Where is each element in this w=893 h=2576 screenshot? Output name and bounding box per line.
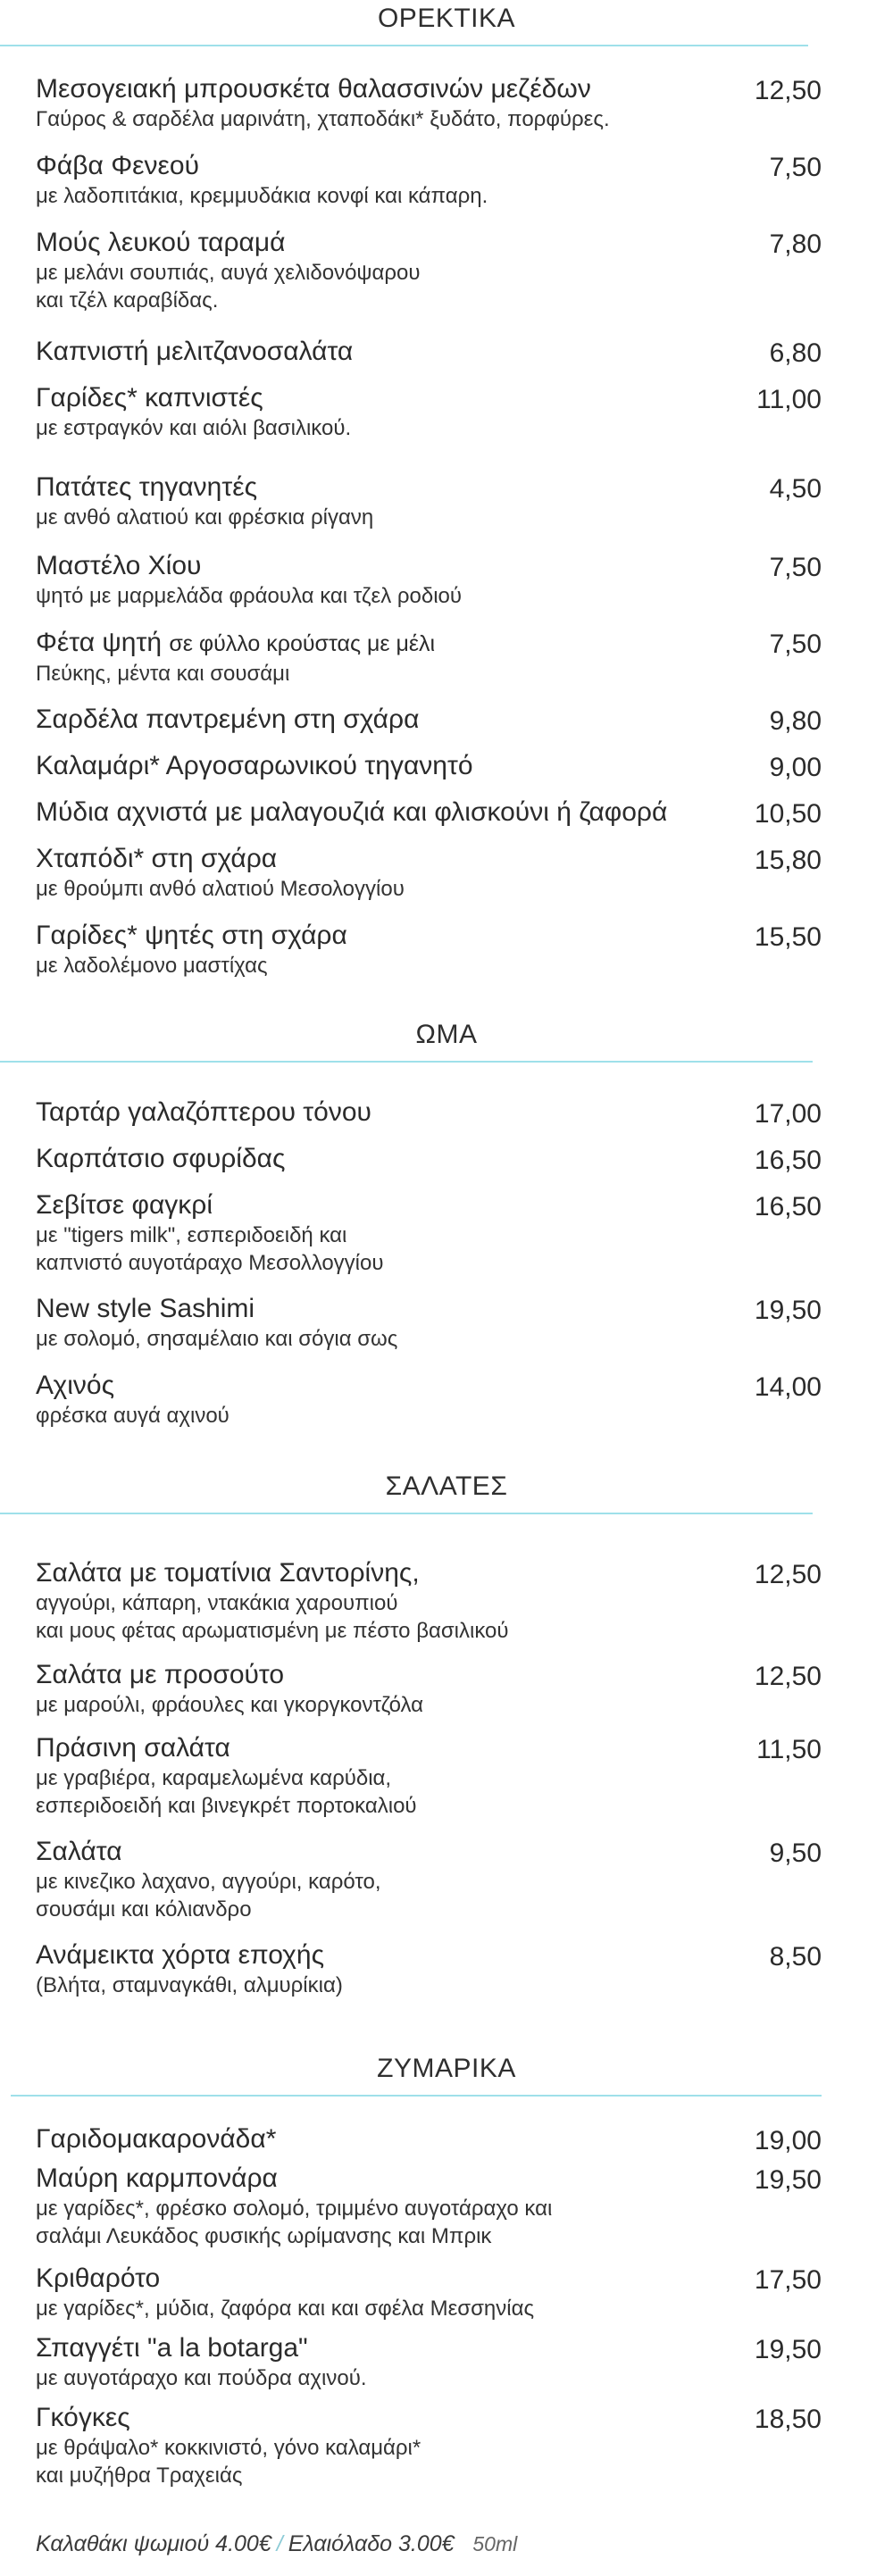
- item-description: ψητό με μαρμελάδα φράουλα και τζελ ροδιού: [36, 584, 463, 608]
- menu-item: [36, 1557, 822, 1645]
- item-name: [36, 627, 822, 660]
- item-description: με θράψαλο* κοκκινιστό, γόνο καλαμάρι*: [36, 2436, 421, 2460]
- item-description: με ανθό αλατιού και φρέσκια ρίγανη: [36, 505, 374, 529]
- item-description: αγγούρι, κάπαρη, ντακάκια χαρουπιού: [36, 1591, 398, 1615]
- item-name: Πράσινη σαλάτα: [36, 1733, 230, 1763]
- section-title-salates: ΣΑΛΑΤΕΣ: [385, 1471, 508, 1501]
- item-description: εσπεριδοειδή και βινεγκρέτ πορτοκαλιού: [36, 1794, 417, 1818]
- section-divider: [0, 45, 808, 46]
- item-price: 17,50: [754, 2265, 822, 2295]
- item-description: με εστραγκόν και αιόλι βασιλικού.: [36, 416, 352, 440]
- item-name: Γαρίδες* καπνιστές: [36, 383, 263, 413]
- menu-item: [36, 1939, 822, 1999]
- item-name: Μαύρη καρμπονάρα: [36, 2163, 278, 2193]
- item-price: 12,50: [754, 1560, 822, 1589]
- item-description: (Βλήτα, σταμναγκάθι, αλμυρίκια): [36, 1973, 343, 1997]
- item-name: Κριθαρότο: [36, 2263, 161, 2293]
- item-name: Σαλάτα με τοματίνια Σαντορίνης,: [36, 1558, 420, 1588]
- item-description: με κινεζικο λαχανο, αγγούρι, καρότο,: [36, 1870, 381, 1894]
- item-price: 19,50: [754, 2335, 822, 2364]
- item-price: 6,80: [769, 338, 822, 368]
- menu-item: [36, 796, 822, 829]
- olive-oil-volume: 50ml: [472, 2532, 518, 2555]
- item-price: 12,50: [754, 76, 822, 105]
- item-price: 7,50: [769, 153, 822, 182]
- item-description: σουσάμι και κόλιανδρο: [36, 1897, 252, 1922]
- item-description: και τζέλ καραβίδας.: [36, 288, 219, 313]
- menu-item: [36, 920, 822, 980]
- item-name: Καπνιστή μελιτζανοσαλάτα: [36, 337, 354, 366]
- item-price: 12,50: [754, 1662, 822, 1691]
- item-price: 7,50: [769, 553, 822, 582]
- menu-item: [36, 843, 822, 903]
- item-price: 17,00: [754, 1099, 822, 1129]
- item-description: με θρούμπι ανθό αλατιού Μεσολογγίου: [36, 877, 405, 901]
- item-name: Γαριδομακαρονάδα*: [36, 2124, 277, 2154]
- item-description: Γαύρος & σαρδέλα μαρινάτη, χταποδάκι* ξυδάτο, πορφύρες.: [36, 107, 610, 131]
- item-name: Αχινός: [36, 1371, 115, 1400]
- item-description: καπνιστό αυγοτάραχο Μεσολλογγίου: [36, 1251, 384, 1275]
- item-description: με λαδοπιτάκια, κρεμμυδάκια κονφί και κάπαρη.: [36, 184, 488, 208]
- item-name: Σεβίτσε φαγκρί: [36, 1190, 213, 1220]
- item-description: και μους φέτας αρωματισμένη με πέστο βασιλικού: [36, 1619, 509, 1643]
- item-name: Μεσογειακή μπρουσκέτα θαλασσινών μεζέδων: [36, 74, 591, 104]
- item-price: 16,50: [754, 1146, 822, 1175]
- item-name-extra: σε φύλλο κρούστας με μέλι: [169, 631, 436, 656]
- item-name: Σπαγγέτι "a la botarga": [36, 2333, 308, 2363]
- section-title-oma: ΩΜΑ: [415, 1020, 478, 1049]
- item-name: New style Sashimi: [36, 1294, 255, 1323]
- item-price: 9,00: [769, 753, 822, 782]
- item-description: σαλάμι Λευκάδος φυσικής ωρίμανσης και Μπρικ: [36, 2224, 492, 2248]
- item-description: με λαδολέμονο μαστίχας: [36, 954, 268, 978]
- item-description: με αυγοτάραχο και πούδρα αχινού.: [36, 2366, 367, 2390]
- item-name: Πατάτες τηγανητές: [36, 472, 258, 502]
- item-price: 18,50: [754, 2405, 822, 2434]
- item-price: 8,50: [769, 1942, 822, 1972]
- item-name: Γκόγκες: [36, 2403, 130, 2432]
- olive-oil-price: Ελαιόλαδο 3.00€: [288, 2531, 455, 2556]
- item-name: Σαλάτα: [36, 1837, 122, 1866]
- footer-note: [36, 2531, 517, 2557]
- item-price: 15,80: [754, 846, 822, 875]
- item-description: με γραβιέρα, καραμελωμένα καρύδια,: [36, 1766, 392, 1790]
- section-title-orektika: ΟΡΕΚΤΙΚΑ: [377, 4, 516, 33]
- item-price: 10,50: [754, 799, 822, 829]
- item-description: με μελάνι σουπιάς, αυγά χελιδονόψαρου: [36, 261, 421, 285]
- menu-item: [36, 550, 822, 610]
- menu-item: [36, 2163, 822, 2250]
- menu-item: [36, 2402, 822, 2489]
- menu-item: [36, 2263, 822, 2322]
- menu-item: [36, 1096, 822, 1129]
- item-price: 4,50: [769, 474, 822, 504]
- menu-item: [36, 1143, 822, 1175]
- menu-item: [36, 150, 822, 210]
- menu-item: [36, 1659, 822, 1719]
- item-price: 11,50: [756, 1735, 822, 1764]
- item-price: 7,80: [769, 229, 822, 259]
- item-description: με "tigers milk", εσπεριδοειδή και: [36, 1223, 347, 1247]
- item-description: με μαρούλι, φράουλες και γκοργκοντζόλα: [36, 1693, 424, 1717]
- item-price: 19,00: [754, 2126, 822, 2155]
- item-price: 19,50: [754, 2165, 822, 2195]
- menu-item: [36, 2123, 822, 2155]
- item-description: φρέσκα αυγά αχινού: [36, 1404, 230, 1428]
- item-price: 15,50: [754, 922, 822, 952]
- menu-item: [36, 1836, 822, 1923]
- item-description: Πεύκης, μέντα και σουσάμι: [36, 662, 290, 686]
- menu-item: [36, 471, 822, 531]
- menu-item: [36, 1189, 822, 1277]
- item-price: 16,50: [754, 1192, 822, 1221]
- menu-item: [36, 2332, 822, 2392]
- item-description: και μυζήθρα Τραχειάς: [36, 2463, 243, 2488]
- menu-item: [36, 750, 822, 782]
- menu-item: [36, 336, 822, 368]
- item-name: Ανάμεικτα χόρτα εποχής: [36, 1940, 325, 1970]
- menu-item: [36, 704, 822, 736]
- menu-item: [36, 1293, 822, 1353]
- item-description: με γαρίδες*, φρέσκο σολομό, τριμμένο αυγοτάραχο και: [36, 2197, 553, 2221]
- bread-basket-price: Καλαθάκι ψωμιού 4.00€: [36, 2531, 271, 2556]
- item-name: Γαρίδες* ψητές στη σχάρα: [36, 921, 347, 950]
- section-divider: [0, 1061, 813, 1063]
- item-name: Μύδια αχνιστά με μαλαγουζιά και φλισκούνι ή ζαφορά: [36, 797, 668, 827]
- item-price: 19,50: [754, 1296, 822, 1325]
- menu-item: [36, 1370, 822, 1430]
- section-divider: [11, 2095, 822, 2097]
- item-name: Ταρτάρ γαλαζόπτερου τόνου: [36, 1097, 371, 1127]
- menu-item: [36, 627, 822, 688]
- section-title-zymarika: ΖΥΜΑΡΙΚΑ: [377, 2054, 516, 2083]
- item-name: Φάβα Φενεού: [36, 151, 199, 180]
- item-name: Μούς λευκού ταραμά: [36, 228, 286, 257]
- item-price: 7,50: [769, 629, 822, 659]
- item-price: 14,00: [754, 1372, 822, 1402]
- menu-item: [36, 73, 822, 133]
- item-name-main: Φέτα ψητή: [36, 628, 163, 657]
- menu-item: [36, 227, 822, 314]
- item-name: Σαλάτα με προσούτο: [36, 1660, 285, 1689]
- menu-item: [36, 1732, 822, 1820]
- item-description: με σολομό, σησαμέλαιο και σόγια σως: [36, 1327, 398, 1351]
- footer-separator: /: [276, 2531, 283, 2556]
- item-price: 11,00: [756, 385, 822, 414]
- item-price: 9,50: [769, 1838, 822, 1868]
- item-name: Καλαμάρι* Αργοσαρωνικού τηγανητό: [36, 751, 473, 780]
- item-price: 9,80: [769, 706, 822, 736]
- item-name: Μαστέλο Χίου: [36, 551, 202, 580]
- item-name: Σαρδέλα παντρεμένη στη σχάρα: [36, 704, 420, 734]
- item-description: με γαρίδες*, μύδια, ζαφόρα και και σφέλα Μεσσηνίας: [36, 2297, 535, 2321]
- section-divider: [0, 1513, 813, 1514]
- menu-item: [36, 382, 822, 442]
- item-name: Καρπάτσιο σφυρίδας: [36, 1144, 286, 1173]
- item-name: Χταπόδι* στη σχάρα: [36, 844, 278, 873]
